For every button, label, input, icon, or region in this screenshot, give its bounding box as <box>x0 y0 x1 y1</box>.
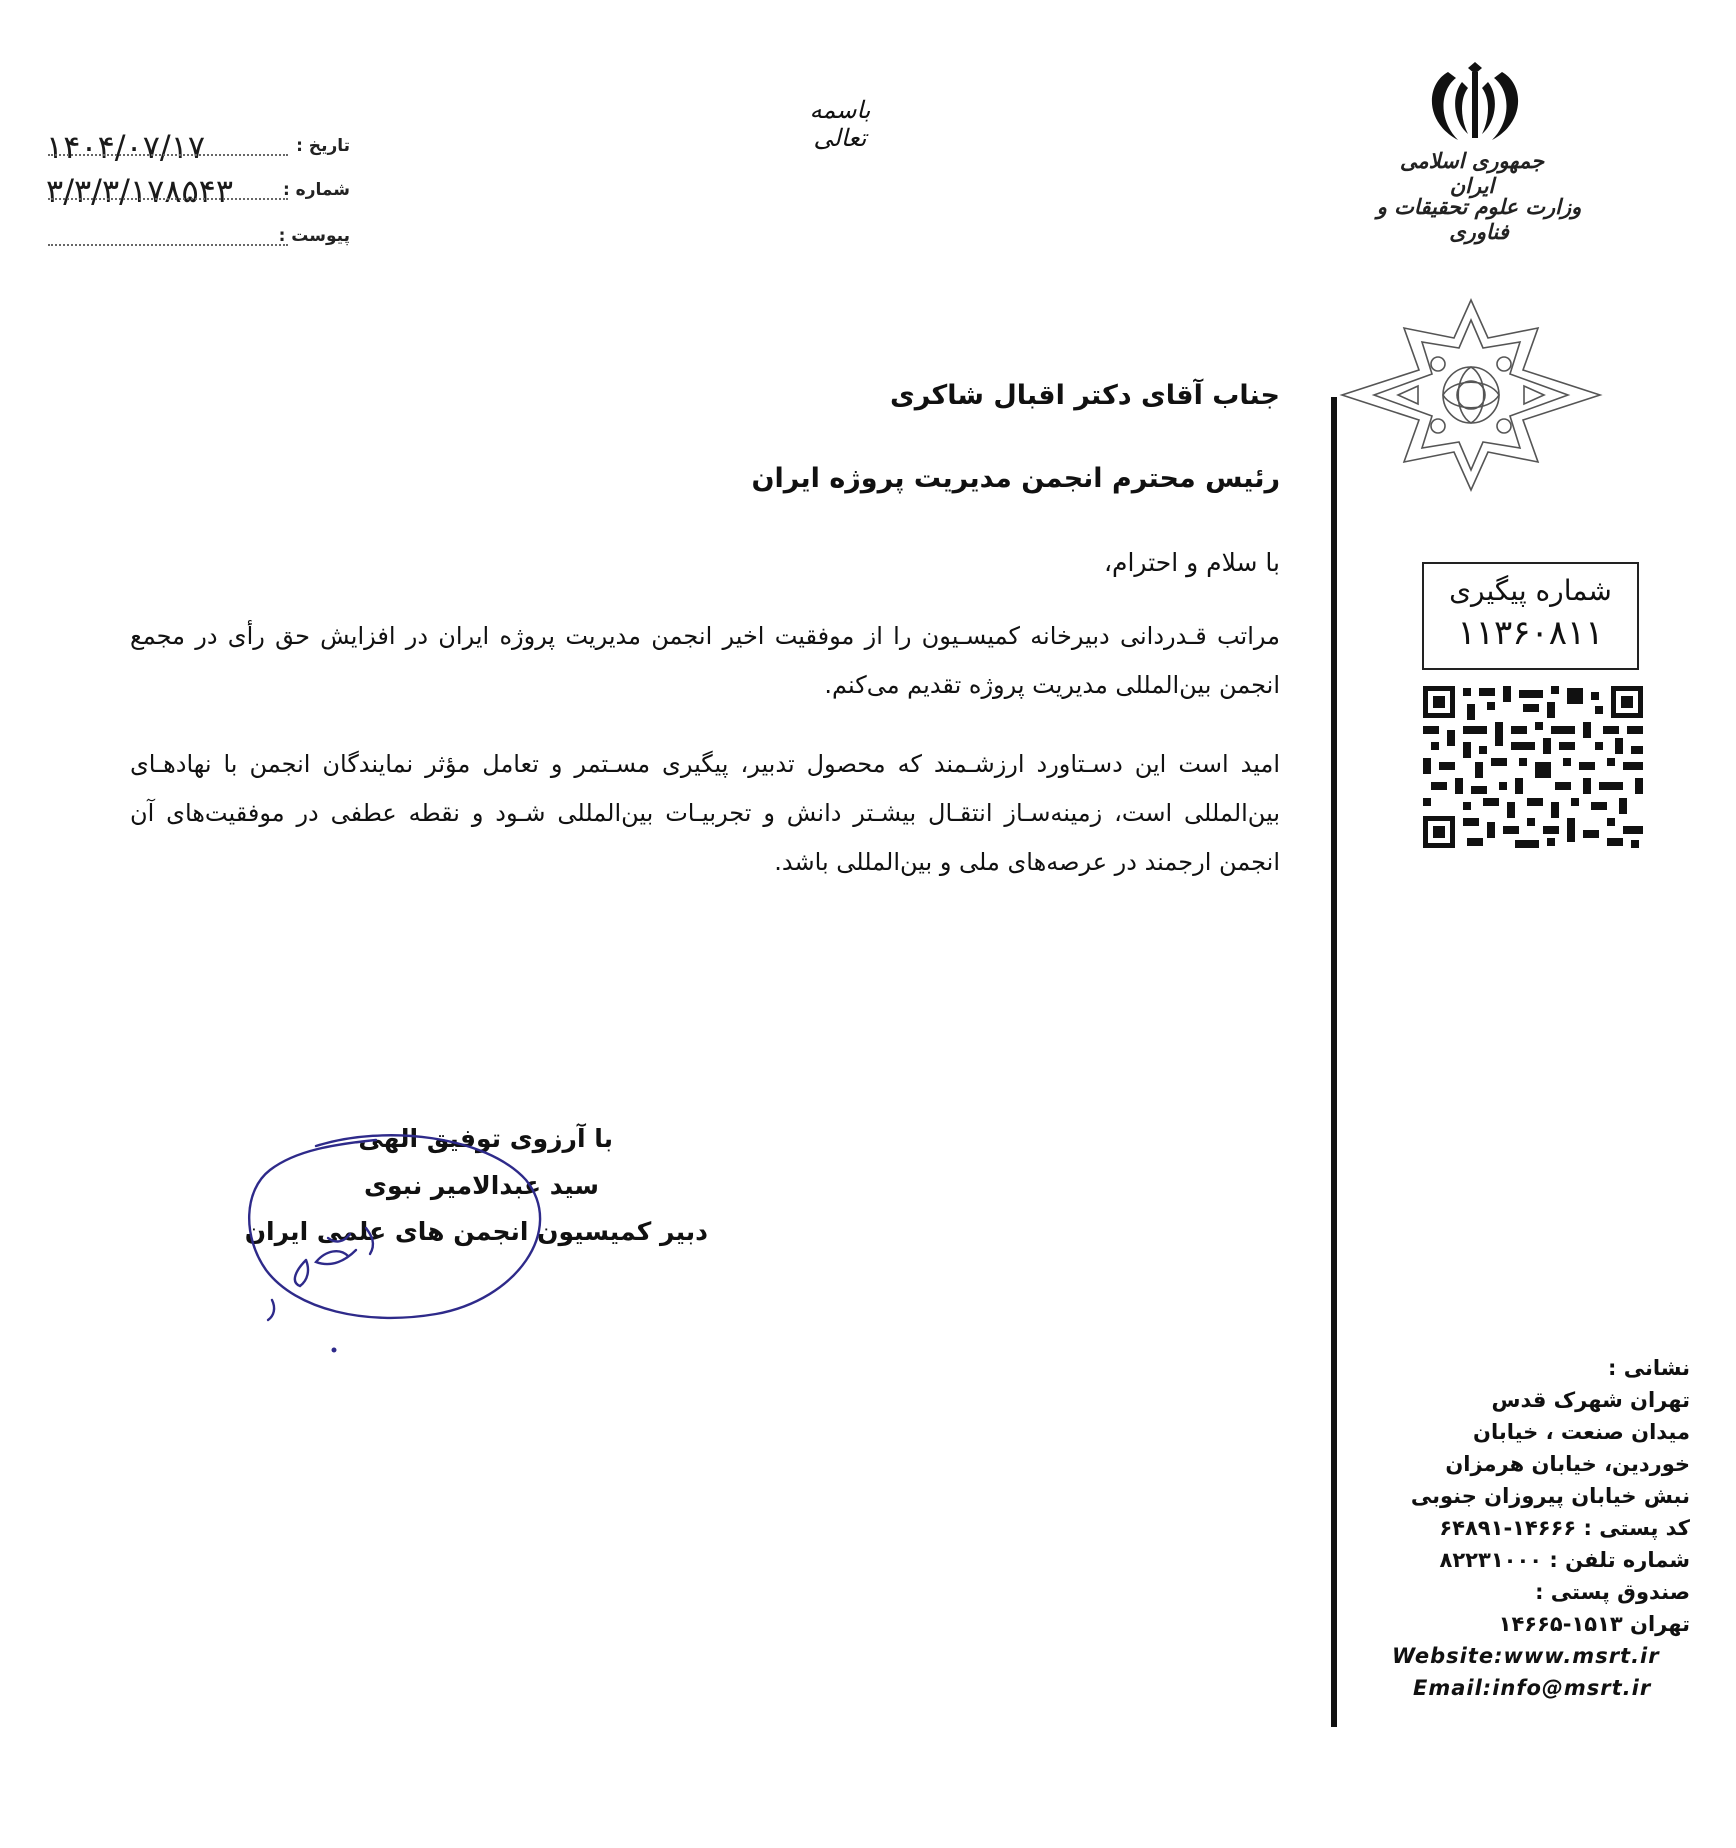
number-value: ۳/۳/۳/۱۷۸۵۴۳ <box>46 172 234 210</box>
recipient-line-2: رئیس محترم انجمن مدیریت پروژه ایران <box>751 463 1280 494</box>
address-line-3: خوردین، خیابان هرمزان <box>1445 1452 1690 1476</box>
greeting: با سلام و احترام، <box>1103 548 1280 577</box>
address-label: نشانی : <box>1608 1356 1690 1380</box>
tracking-number: ۱۱۳۶۰۸۱۱ <box>1457 613 1604 653</box>
ornament-icon <box>1338 298 1604 492</box>
date-dotted-line <box>48 154 288 156</box>
number-row <box>40 172 350 208</box>
tracking-label: شماره پیگیری <box>1449 574 1612 607</box>
address-line-1: تهران شهرک قدس <box>1491 1388 1690 1412</box>
header-motto: باسمه تعالی <box>809 96 871 152</box>
phone-number: شماره تلفن : ۸۲۲۳۱۰۰۰ <box>1439 1548 1690 1572</box>
vertical-divider <box>1331 397 1337 1727</box>
date-value: ۱۴۰۴/۰۷/۱۷ <box>46 128 206 166</box>
handwritten-signature-icon <box>236 1110 566 1360</box>
po-box-value: تهران ۱۵۱۳-۱۴۶۶۵ <box>1498 1612 1690 1636</box>
address-line-2: میدان صنعت ، خیابان <box>1473 1420 1690 1444</box>
date-label: تاریخ : <box>296 136 350 156</box>
website-link[interactable]: Website:www.msrt.ir <box>1392 1644 1660 1668</box>
po-box-label: صندوق پستی : <box>1535 1580 1690 1604</box>
paragraph-2: امید است این دسـتاورد ارزشـمند که محصول تدبیر، پیگیری مسـتمر و تعامل مؤثر نمایندگان انجمن با نهادهـای بین‌المللی است، زمینه‌سـاز انتقـال بیشـتر دانش و تجربیـات بین‌المللی شـود و نقطه عطفی در موفقیت‌های آن انجمن ارجمند در عرصه‌های ملی و بین‌المللی باشد. <box>130 750 1280 876</box>
signature-name: سید عبدالامیر نبوی <box>364 1171 599 1200</box>
qr-code-icon <box>1423 686 1643 848</box>
ministry-name: وزارت علوم تحقیقات و فناوری <box>1376 194 1582 244</box>
signature-closing: با آرزوی توفیق الهی <box>358 1124 613 1153</box>
number-label: شماره : <box>282 180 350 200</box>
attachment-dotted-line <box>48 244 288 246</box>
postal-code: کد پستی : ۱۴۶۶۶-۶۴۸۹۱ <box>1439 1516 1690 1540</box>
recipient-line-1: جناب آقای دکتر اقبال شاکری <box>890 380 1280 411</box>
number-dotted-line <box>48 198 288 200</box>
attachment-label: پیوست : <box>278 226 350 246</box>
paragraph-1: مراتب قـدردانی دبیرخانه کمیسـیون را از موفقیت اخیر انجمن مدیریت پروژه ایران در افزایش حق رأی در مجمع انجمن بین‌المللی مدیریت پروژه تقدیم می‌کنم. <box>130 622 1280 699</box>
address-line-4: نبش خیابان پیروزان جنوبی <box>1410 1484 1690 1508</box>
country-name: جمهوری اسلامی ایران <box>1399 148 1545 198</box>
email-link[interactable]: Email:info@msrt.ir <box>1413 1676 1652 1700</box>
attachment-row <box>40 218 350 254</box>
date-row <box>40 128 350 164</box>
iran-emblem-icon <box>1418 62 1532 146</box>
signature-title: دبیر کمیسیون انجمن های علمی ایران <box>244 1217 708 1246</box>
tracking-box <box>1422 562 1639 670</box>
